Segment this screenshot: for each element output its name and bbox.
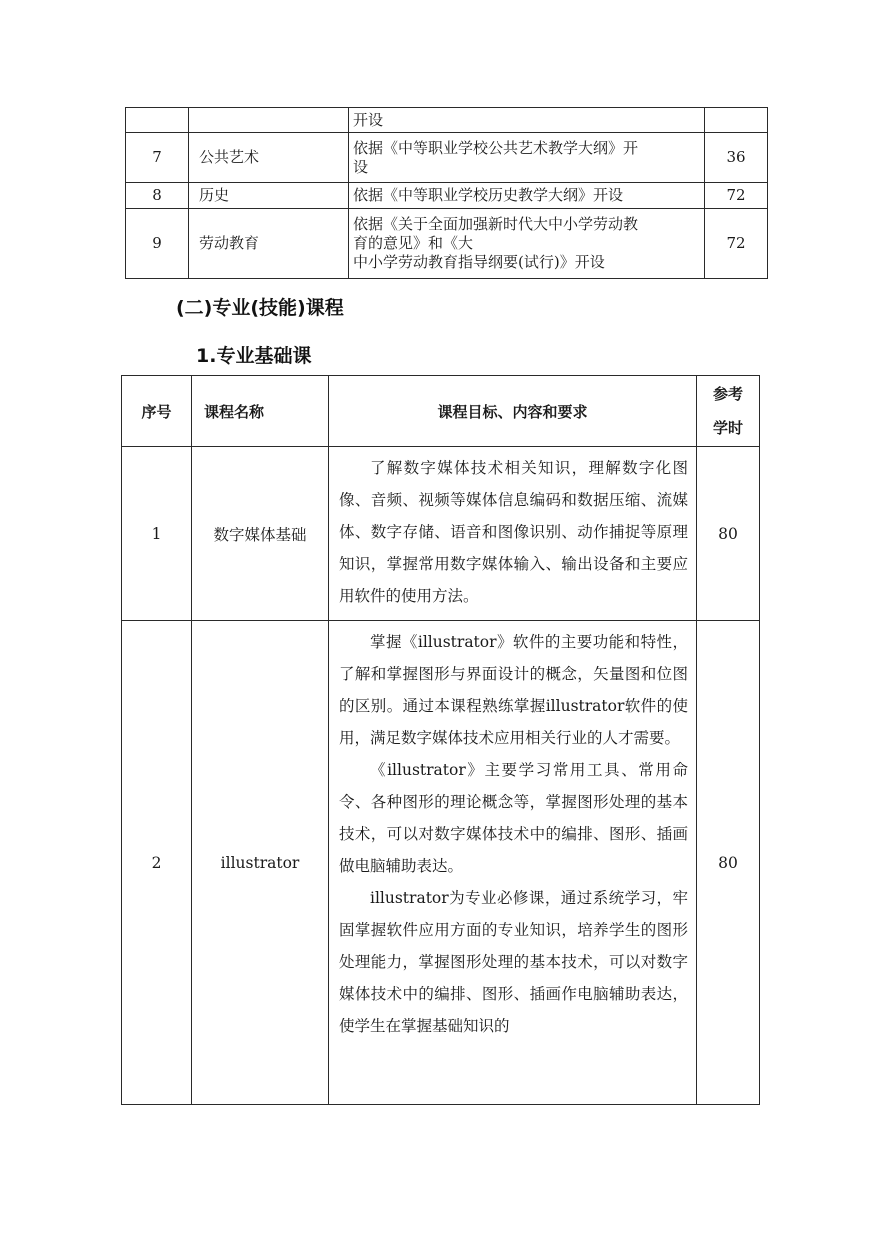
header-hours-line: 参考 xyxy=(712,385,743,403)
header-description: 课程目标、内容和要求 xyxy=(329,376,697,447)
course-name xyxy=(189,108,349,133)
course-name: illustrator xyxy=(192,621,329,1105)
description-line: 育的意见》和《大 xyxy=(353,234,474,252)
description-line: 依据《中等职业学校公共艺术教学大纲》开 xyxy=(353,138,639,157)
table-row xyxy=(122,621,760,1105)
course-description xyxy=(349,108,705,133)
table-row xyxy=(126,133,768,183)
top-course-table xyxy=(125,107,768,279)
course-description xyxy=(349,183,705,209)
course-name: 公共艺术 xyxy=(189,133,349,183)
table-row xyxy=(126,209,768,279)
course-number: 2 xyxy=(122,621,192,1105)
course-hours xyxy=(705,108,768,133)
description-paragraph: 了解数字媒体技术相关知识，理解数字化图像、音频、视频等媒体信息编码和数据压缩、流媒体、数字存储、语音和图像识别、动作捕捉等原理知识，掌握常用数字媒体输入、输出设备和主要应用软件的使用方法。 xyxy=(339,459,688,605)
course-number: 9 xyxy=(126,209,189,279)
course-name: 劳动教育 xyxy=(189,209,349,279)
description-line: 中小学劳动教育指导纲要(试行)》开设 xyxy=(353,253,605,271)
table-row xyxy=(126,183,768,209)
description-paragraph: 《illustrator》主要学习常用工具、常用命令、各种图形的理论概念等，掌握图形处理的基本技术，可以对数字媒体技术中的编排、图形、插画做电脑辅助表达。 xyxy=(339,761,688,875)
course-hours: 80 xyxy=(697,621,760,1105)
course-description xyxy=(329,447,697,621)
description-paragraph: illustrator为专业必修课，通过系统学习，牢固掌握软件应用方面的专业知识，培养学生的图形处理能力，掌握图形处理的基本技术，可以对数字媒体技术中的编排、图形、插画作电脑辅助表达，使学生在掌握基础知识的 xyxy=(339,889,688,1035)
table-row xyxy=(126,108,768,133)
professional-course-table xyxy=(121,375,760,1105)
table-row xyxy=(122,447,760,621)
sub-heading: 1.专业基础课 xyxy=(196,345,312,367)
course-description xyxy=(329,621,697,1105)
course-number: 7 xyxy=(126,133,189,183)
course-number: 1 xyxy=(122,447,192,621)
course-name: 历史 xyxy=(189,183,349,209)
course-hours: 36 xyxy=(705,133,768,183)
course-hours: 72 xyxy=(705,183,768,209)
table-header-row xyxy=(122,376,760,447)
description-paragraph: 掌握《illustrator》软件的主要功能和特性，了解和掌握图形与界面设计的概念，矢量图和位图的区别。通过本课程熟练掌握illustrator软件的使用，满足数字媒体技术应用相关行业的人才需要。 xyxy=(339,633,688,747)
course-number: 8 xyxy=(126,183,189,209)
header-number: 序号 xyxy=(122,376,192,447)
course-hours: 72 xyxy=(705,209,768,279)
course-description xyxy=(349,209,705,279)
course-hours: 80 xyxy=(697,447,760,621)
header-course-name: 课程名称 xyxy=(192,376,329,447)
header-hours-line: 学时 xyxy=(712,419,743,437)
section-heading: (二)专业(技能)课程 xyxy=(176,297,344,319)
description-line: 依据《关于全面加强新时代大中小学劳动教 xyxy=(353,215,639,233)
course-name: 数字媒体基础 xyxy=(192,447,329,621)
course-description xyxy=(349,133,705,183)
course-number xyxy=(126,108,189,133)
description-line: 依据《中等职业学校历史教学大纲》开设 xyxy=(353,186,624,204)
header-hours xyxy=(697,376,760,447)
description-line: 设 xyxy=(353,157,369,176)
description-line: 开设 xyxy=(353,110,384,129)
